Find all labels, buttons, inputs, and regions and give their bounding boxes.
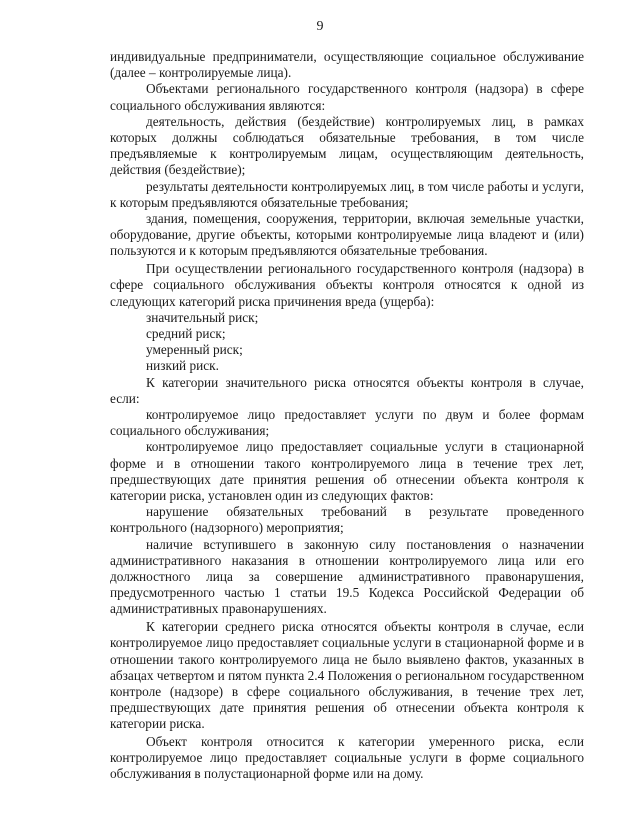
paragraph-stationary-form-facts: контролируемое лицо предоставляет социальные услуги в стационарной форме и в отношении такого контролируемого лица в течение трех лет, предшествующих дате принятия решения об отнесении объекта контроля к категории риска, установлен один из следующих фактов: xyxy=(110,439,584,503)
list-item-moderate-risk: умеренный риск; xyxy=(146,342,243,358)
paragraph-risk-categories-intro: При осуществлении регионального государственного контроля (надзора) в сфере социального обслуживания объекты контроля относятся к одной из следующих категорий риска причинения вреда (ущерба): xyxy=(110,261,584,309)
list-item-significant-risk: значительный риск; xyxy=(146,309,259,325)
document-body xyxy=(110,49,584,783)
paragraph-two-or-more-forms: контролируемое лицо предоставляет услуги по двум и более формам социального обслуживания; xyxy=(110,406,584,439)
paragraph-administrative-penalty: наличие вступившего в законную силу постановления о назначении административного наказания в отношении контролируемого лица или его должностного лица за совершение административного правонарушения, предусмотренного частью 1 статьи 19.5 Кодекса Российской Федерации об административных правонарушениях. xyxy=(110,536,584,617)
paragraph-results: результаты деятельности контролируемых лиц, в том числе работы и услуги, к которым предъявляются обязательные требования; xyxy=(110,178,584,210)
paragraph-medium-risk-criteria: К категории среднего риска относятся объекты контроля в случае, если контролируемое лицо предоставляет социальные услуги в стационарной форме и в отношении такого контролируемого лица не было выявлено фактов, указанных в абзацах четвертом и пятом пункта 2.4 Положения о региональном государственном контроле (надзоре) в сфере социального обслуживания, в течение трех лет, предшествующих дате принятия решения об отнесении объекта контроля к категории риска. xyxy=(110,619,584,732)
paragraph-significant-risk-criteria: К категории значительного риска относятся объекты контроля в случае, если: xyxy=(110,374,584,406)
paragraph-moderate-risk-criteria: Объект контроля относится к категории умеренного риска, если контролируемое лицо предоставляет социальные услуги в форме социального обслуживания в полустационарной форме или на дому. xyxy=(110,734,584,782)
paragraph-activity: деятельность, действия (бездействие) контролируемых лиц, в рамках которых должны соблюдаться обязательные требования, в том числе предъявляемые к контролируемым лицам, осуществляющим деятельность, действия (бездействие); xyxy=(110,113,584,178)
list-item-low-risk: низкий риск. xyxy=(146,358,219,374)
paragraph-control-objects-intro: Объектами регионального государственного контроля (надзора) в сфере социального обслуживания являются: xyxy=(110,81,584,113)
paragraph-controlled-persons: индивидуальные предприниматели, осуществляющие социальное обслуживание (далее – контролируемые лица). xyxy=(110,49,584,81)
paragraph-violation-found: нарушение обязательных требований в результате проведенного контрольного (надзорного) мероприятия; xyxy=(110,504,584,536)
paragraph-buildings: здания, помещения, сооружения, территории, включая земельные участки, оборудование, другие объекты, которыми контролируемые лица владеют и (или) пользуются и к которым предъявляются обязательные требования. xyxy=(110,211,584,259)
page-number: 9 xyxy=(316,19,324,34)
list-item-medium-risk: средний риск; xyxy=(146,325,226,341)
